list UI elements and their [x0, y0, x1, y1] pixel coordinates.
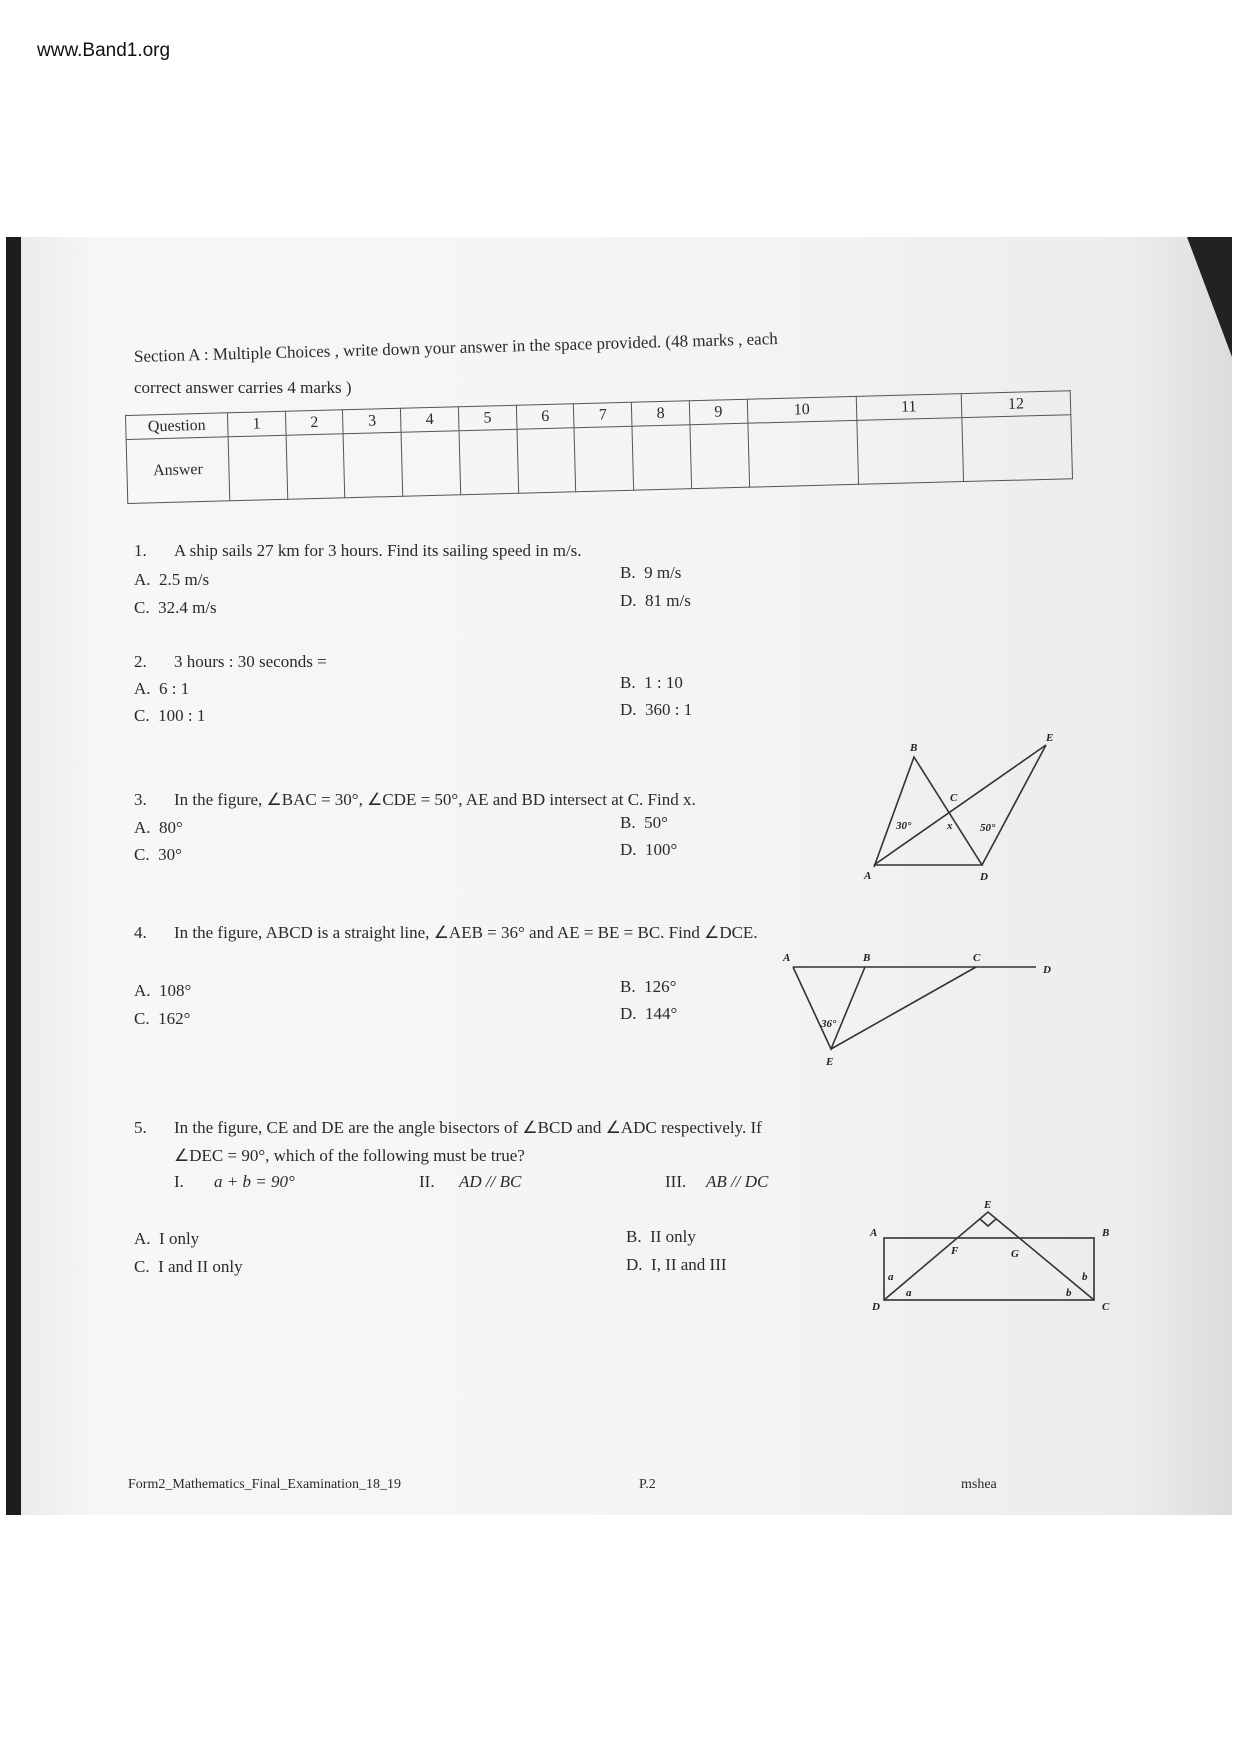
answer-cell-4[interactable] [401, 431, 460, 496]
q5-label-a-angle: a [888, 1271, 894, 1283]
question-number-cell: 8 [631, 401, 689, 427]
q5-statement-1: a + b = 90° [214, 1172, 295, 1191]
q1-number: 1. [134, 541, 147, 560]
q1-option-b: 9 m/s [644, 563, 682, 582]
question-number-cell: 1 [227, 411, 285, 437]
q5-label-c-pt: C [1102, 1301, 1110, 1313]
q4-label-36: 36° [821, 1018, 837, 1030]
answer-cell-9[interactable] [690, 423, 749, 488]
q4-label-d: D. [620, 1004, 637, 1023]
q5-label-d-pt: D [872, 1301, 880, 1313]
q3-number: 3. [134, 790, 147, 809]
answer-cell-6[interactable] [517, 428, 576, 493]
q5-statement-1-num: I. [174, 1172, 184, 1191]
q3-label-d-pt: D [980, 871, 988, 883]
section-header-cont: correct answer carries 4 marks ) [134, 378, 352, 397]
q5-figure [866, 1199, 1116, 1313]
section-header: Section A : Multiple Choices , write down your answer in the space provided. (48 marks , each [133, 329, 778, 366]
q1-option-d: 81 m/s [645, 591, 691, 610]
question-number-cell: 2 [285, 410, 343, 436]
q5-option-c: I and II only [158, 1257, 243, 1276]
q5-right-angle-mark [980, 1219, 996, 1226]
q4-option-a: 108° [159, 981, 192, 1000]
footer-author: mshea [961, 1477, 997, 1492]
q5-label-g-pt: G [1011, 1248, 1019, 1260]
q3-label-e-pt: E [1046, 732, 1054, 744]
q4-label-c: C. [134, 1009, 150, 1028]
q5-statement-2: AD // BC [459, 1172, 522, 1191]
q5-label-a: A. [134, 1229, 151, 1248]
q5-option-b: II only [650, 1227, 696, 1246]
q4-option-b: 126° [644, 977, 677, 996]
q2-label-a: A. [134, 679, 151, 698]
q2-option-b: 1 : 10 [644, 673, 683, 692]
q2-label-b: B. [620, 673, 636, 692]
q4-label-b-pt: B [863, 952, 871, 964]
question-number-cell: 7 [574, 402, 632, 428]
q3-option-d: 100° [645, 840, 678, 859]
q4-number: 4. [134, 923, 147, 942]
q3-label-x: x [947, 820, 953, 832]
q3-text: In the figure, ∠BAC = 30°, ∠CDE = 50°, AE and BD intersect at C. Find x. [174, 790, 696, 809]
answer-cell-11[interactable] [857, 418, 964, 485]
q3-label-30: 30° [896, 820, 912, 832]
q3-option-a: 80° [159, 818, 183, 837]
q5-label-c: C. [134, 1257, 150, 1276]
question-label: Question [126, 413, 229, 440]
q4-figure [781, 949, 1071, 1069]
question-number-cell: 6 [516, 404, 574, 430]
answer-cell-8[interactable] [632, 425, 691, 490]
q5-rectangle-abcd [884, 1238, 1094, 1300]
q5-label-d: D. [626, 1255, 643, 1274]
q1-option-c: 32.4 m/s [158, 598, 217, 617]
q3-label-d: D. [620, 840, 637, 859]
q5-label-a-angle-2: a [906, 1287, 912, 1299]
q4-label-a: A. [134, 981, 151, 1000]
q3-label-b-pt: B [910, 742, 918, 754]
q3-label-b: B. [620, 813, 636, 832]
q4-text: In the figure, ABCD is a straight line, ∠AEB = 36° and AE = BE = BC. Find ∠DCE. [174, 923, 758, 942]
q2-text: 3 hours : 30 seconds = [174, 652, 327, 671]
q5-label-b-angle: b [1082, 1271, 1088, 1283]
footer-filename: Form2_Mathematics_Final_Examination_18_19 [128, 1477, 401, 1492]
question-number-cell: 3 [343, 408, 401, 434]
q1-text: A ship sails 27 km for 3 hours. Find its sailing speed in m/s. [174, 541, 582, 560]
q4-label-c-pt: C [973, 952, 981, 964]
answer-cell-7[interactable] [574, 426, 633, 491]
photo-edge-corner [1187, 237, 1232, 357]
answer-cell-1[interactable] [228, 435, 287, 500]
q3-label-a-pt: A [864, 870, 872, 882]
question-number-cell: 5 [458, 405, 516, 431]
q5-statement-3: AB // DC [706, 1172, 769, 1191]
question-number-cell: 11 [856, 394, 962, 421]
q5-statement-2-num: II. [419, 1172, 435, 1191]
q2-number: 2. [134, 652, 147, 671]
answer-cell-5[interactable] [459, 429, 518, 494]
q4-option-c: 162° [158, 1009, 191, 1028]
q2-label-d: D. [620, 700, 637, 719]
answer-cell-3[interactable] [344, 432, 403, 497]
q4-line-ce [831, 967, 976, 1049]
answer-cell-10[interactable] [748, 420, 859, 487]
q5-label-b-angle-2: b [1066, 1287, 1072, 1299]
watermark: www.Band1.org [37, 40, 171, 61]
q3-option-c: 30° [158, 845, 182, 864]
q2-option-a: 6 : 1 [159, 679, 190, 698]
q4-label-e-pt: E [826, 1056, 834, 1068]
q2-label-c: C. [134, 706, 150, 725]
q4-option-d: 144° [645, 1004, 678, 1023]
q4-label-b: B. [620, 977, 636, 996]
q3-option-b: 50° [644, 813, 668, 832]
q2-option-c: 100 : 1 [158, 706, 206, 725]
answer-cell-2[interactable] [286, 434, 345, 499]
footer-page: P.2 [639, 1477, 656, 1492]
photo-edge-left [6, 237, 21, 1515]
q5-option-d: I, II and III [651, 1255, 727, 1274]
exam-page-photo [6, 237, 1232, 1515]
answer-table [125, 390, 1073, 504]
q3-triangle-abd [874, 757, 982, 867]
question-number-cell: 10 [747, 396, 857, 423]
q5-label-f-pt: F [951, 1245, 959, 1257]
q3-label-50: 50° [980, 822, 996, 834]
q5-option-a: I only [159, 1229, 200, 1248]
q1-label-a: A. [134, 570, 151, 589]
q3-label-a: A. [134, 818, 151, 837]
q5-text-cont: ∠DEC = 90°, which of the following must be true? [174, 1146, 525, 1165]
q1-label-d: D. [620, 591, 637, 610]
q5-label-e-pt: E [984, 1199, 992, 1211]
q3-label-c-pt: C [950, 792, 958, 804]
q5-label-b: B. [626, 1227, 642, 1246]
question-number-cell: 12 [961, 391, 1071, 418]
q3-label-c: C. [134, 845, 150, 864]
q1-option-a: 2.5 m/s [159, 570, 210, 589]
q3-line-ae [874, 745, 1046, 865]
q5-label-b-pt: B [1102, 1227, 1110, 1239]
q4-label-a-pt: A [783, 952, 791, 964]
q3-line-de [982, 745, 1046, 865]
q5-statement-3-num: III. [665, 1172, 687, 1191]
answer-label: Answer [126, 437, 230, 504]
q1-label-b: B. [620, 563, 636, 582]
answer-cell-12[interactable] [962, 415, 1073, 482]
q1-label-c: C. [134, 598, 150, 617]
q4-label-d-pt: D [1043, 964, 1051, 976]
question-number-cell: 4 [401, 407, 459, 433]
q5-text: In the figure, CE and DE are the angle bisectors of ∠BCD and ∠ADC respectively. If [174, 1118, 762, 1137]
q2-option-d: 360 : 1 [645, 700, 693, 719]
q5-number: 5. [134, 1118, 147, 1137]
question-number-cell: 9 [689, 399, 747, 425]
q3-figure [856, 732, 1056, 883]
q5-label-a-pt: A [870, 1227, 878, 1239]
